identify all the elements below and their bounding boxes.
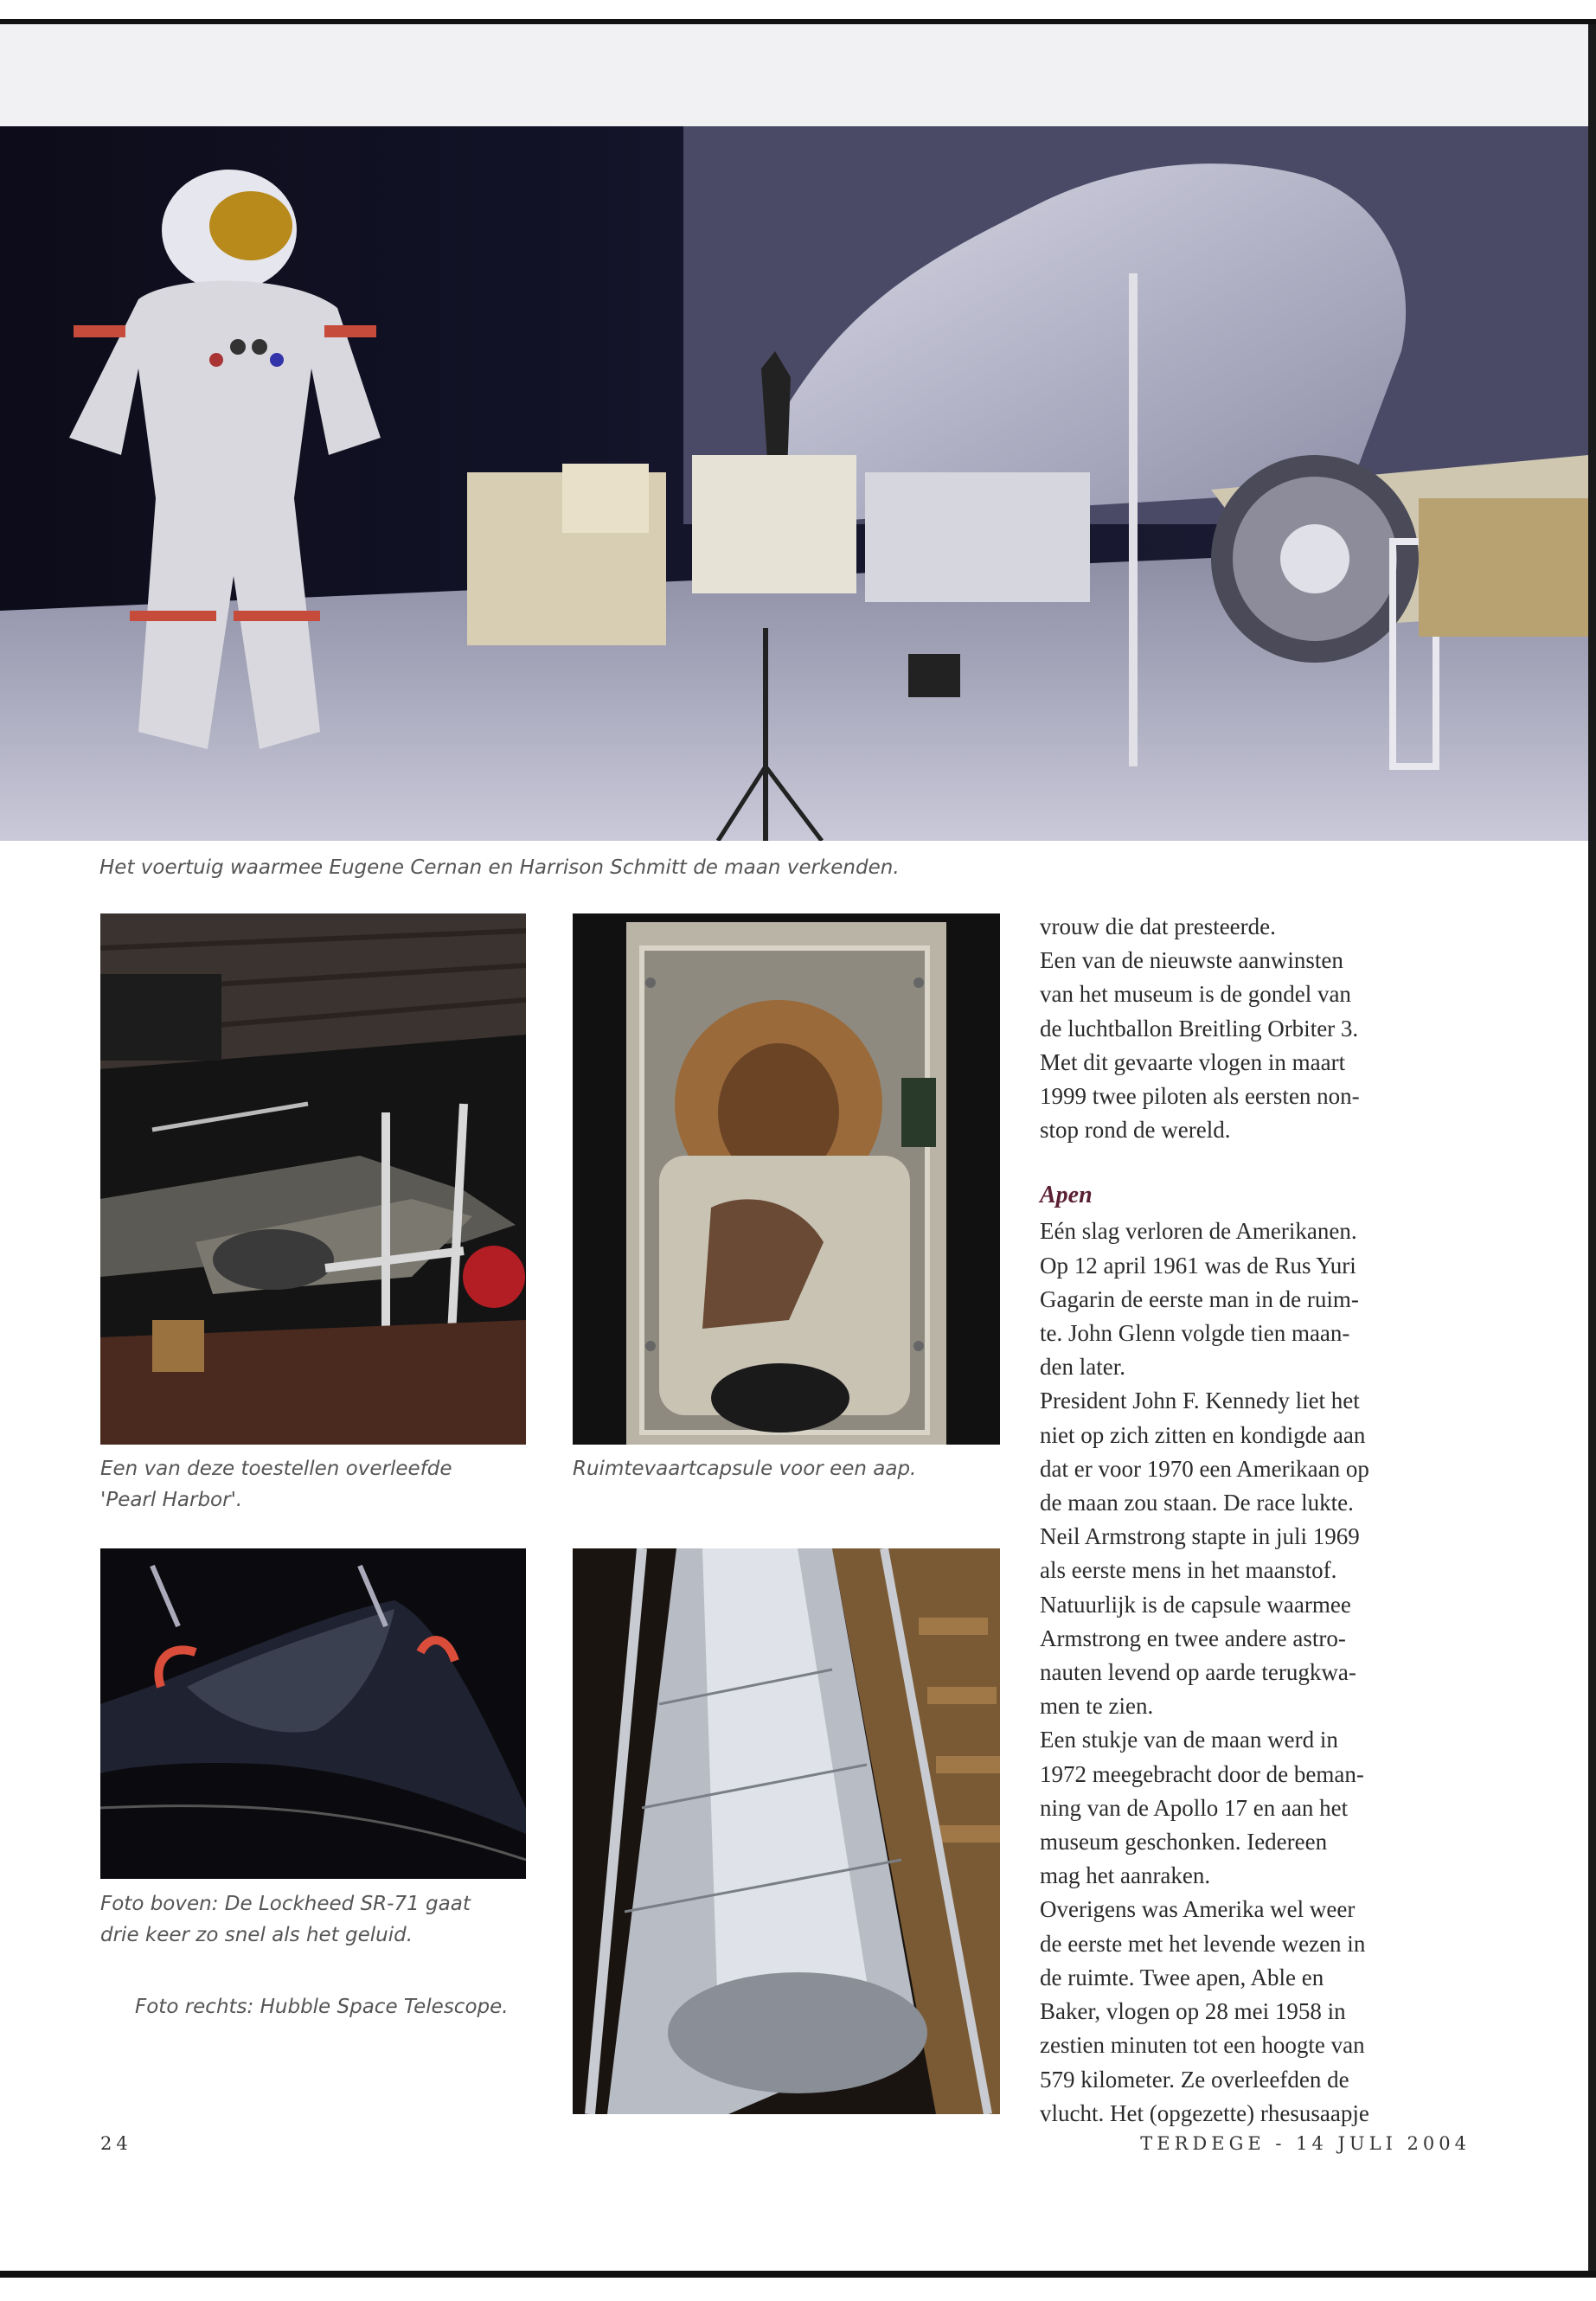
moon-exhibit-photo [0,126,1588,841]
article-line: Baker, vlogen op 28 mei 1958 in [1040,1998,1346,2025]
monkey-capsule-photo [573,913,1000,1445]
article-line: 1999 twee piloten als eersten non- [1040,1083,1360,1110]
article-line: Neil Armstrong stapte in juli 1969 [1040,1523,1360,1550]
hubble-caption: Foto rechts: Hubble Space Telescope. [135,1996,509,2018]
article-paragraph [1040,910,1490,944]
article-line: zestien minuten tot een hoogte van [1040,2032,1365,2059]
article-paragraph [1040,1893,1490,2130]
article-paragraph [1040,1723,1490,1893]
article-line: ning van de Apollo 17 en aan het [1040,1794,1349,1821]
article-paragraph [1040,1384,1490,1723]
article-line: van het museum is de gondel van [1040,981,1351,1008]
sr71-photo [100,1548,526,1879]
publication-line: TERDEGE - 14 JULI 2004 [1140,2133,1471,2154]
article-line: de maan zou staan. De race lukte. [1040,1490,1354,1516]
page-edge-shadow [1588,24,1596,2271]
article-line: mag het aanraken. [1040,1862,1211,1889]
hubble-photo [573,1548,1000,2114]
article-line: stop rond de wereld. [1040,1117,1231,1144]
article-line: Eén slag verloren de Amerikanen. [1040,1218,1357,1245]
aircraft-hangar-photo [100,913,526,1445]
article-line: museum geschonken. Iedereen [1040,1829,1328,1856]
article-paragraph [1040,1215,1490,1384]
caption-line: 'Pearl Harbor'. [100,1489,243,1511]
article-paragraph [1040,944,1490,1147]
aircraft-hangar-caption [100,1453,452,1516]
sr71-caption [100,1888,471,1951]
article-line: Een stukje van de maan werd in [1040,1727,1338,1753]
article-line: dat er voor 1970 een Amerikaan op [1040,1455,1369,1482]
article-line: den later. [1040,1354,1125,1381]
article-line: Overigens was Amerika wel weer [1040,1896,1356,1923]
article-line: men te zien. [1040,1693,1154,1720]
caption-line: drie keer zo snel als het geluid. [100,1924,413,1946]
article-subheading: Apen [1040,1182,1093,1209]
article-line: vlucht. Het (opgezette) rhesusaapje [1040,2099,1369,2126]
article-line: als eerste mens in het maanstof. [1040,1557,1337,1584]
article-line: nauten levend op aarde terugkwa- [1040,1659,1356,1686]
monkey-capsule-caption: Ruimtevaartcapsule voor een aap. [573,1458,917,1480]
article-line: 1972 meegebracht door de beman- [1040,1760,1364,1787]
article-line: vrouw die dat presteerde. [1040,913,1276,939]
article-line: te. John Glenn volgde tien maan- [1040,1320,1350,1347]
article-line: Op 12 april 1961 was de Rus Yuri [1040,1252,1356,1279]
article-line: de ruimte. Twee apen, Able en [1040,1964,1324,1990]
header-band [0,24,1596,126]
article-line: President John F. Kennedy liet het [1040,1388,1360,1414]
article-line: de luchtballon Breitling Orbiter 3. [1040,1015,1359,1042]
page-number: 24 [100,2133,132,2154]
bottom-rule [0,2271,1596,2278]
article-line: Natuurlijk is de capsule waarmee [1040,1591,1351,1618]
article-line: 579 kilometer. Ze overleefden de [1040,2066,1349,2093]
article-line: Met dit gevaarte vlogen in maart [1040,1048,1346,1075]
article-line: de eerste met het levende wezen in [1040,1930,1366,1957]
caption-line: Een van deze toestellen overleefde [100,1458,452,1480]
caption-line: Foto boven: De Lockheed SR-71 gaat [100,1893,471,1915]
article-column [1040,910,1490,2131]
article-line: Armstrong en twee andere astro- [1040,1625,1346,1651]
moon-exhibit-caption: Het voertuig waarmee Eugene Cernan en Harrison Schmitt de maan verkenden. [99,856,900,879]
article-line: Gagarin de eerste man in de ruim- [1040,1285,1359,1312]
article-line: Een van de nieuwste aanwinsten [1040,947,1343,974]
article-line: niet op zich zitten en kondigde aan [1040,1421,1366,1448]
